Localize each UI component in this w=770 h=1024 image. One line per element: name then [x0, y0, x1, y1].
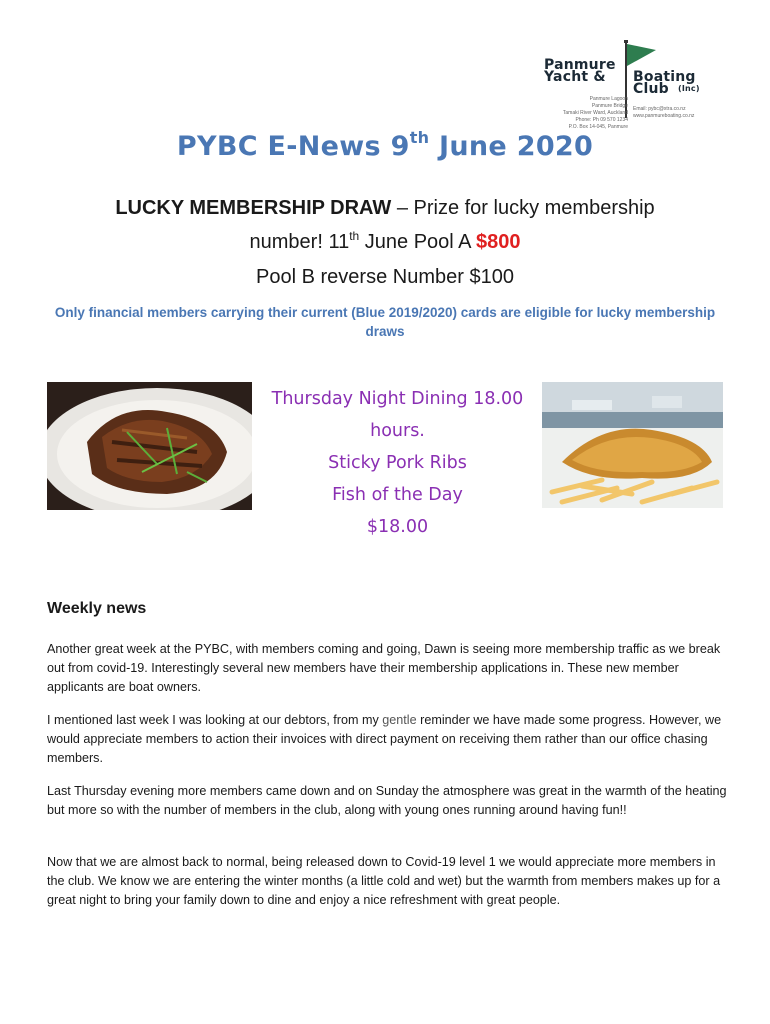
page-title: PYBC E-News 9th June 2020	[176, 128, 594, 162]
news-paragraph-4: Now that we are almost back to normal, being released down to Covid-19 level 1 we would appreciate more members in the club. We know we are entering the winter months (a little cold and wet) but the warmth from members makes up for a great night to bring your family down to dine and enjoy a nice refreshment with great people.	[47, 855, 721, 907]
logo-text-panmure: Panmure	[544, 57, 616, 73]
news-paragraph-2: I mentioned last week I was looking at our debtors, from my gentle reminder we have made some progress. However, we would appreciate members to action their invoices with direct payment on receiving them rather than our office chasing members.	[47, 713, 722, 765]
dining-line-2: hours.	[370, 421, 425, 441]
eligibility-note: Only financial members carrying their current (Blue 2019/2020) cards are eligible for lucky membership draws	[54, 305, 716, 339]
logo-text-inc: (Inc)	[678, 84, 700, 93]
logo-text-boating: Boating	[633, 69, 696, 85]
dining-line-1: Thursday Night Dining 18.00	[271, 389, 524, 409]
logo-contact: Email: pybc@xtra.co.nz www.panmureboating.co.nz	[633, 106, 695, 119]
prize-amount: $800	[475, 231, 521, 253]
logo-text-club: Club	[633, 81, 669, 97]
news-paragraph-3: Last Thursday evening more members came down and on Sunday the atmosphere was great in the warmth of the heating but more so with the number of members in the club, along with young ones running around having fun!!	[47, 784, 727, 817]
draw-label: LUCKY MEMBERSHIP DRAW	[115, 197, 392, 219]
logo-text-yacht: Yacht &	[544, 69, 606, 85]
fish-and-chips-image	[542, 382, 723, 508]
draw-details: number! 11th June Pool A $800	[249, 229, 521, 253]
weekly-news-heading: Weekly news	[47, 600, 147, 617]
club-logo	[540, 40, 720, 130]
dining-line-3: Sticky Pork Ribs	[328, 453, 467, 473]
dining-price: $18.00	[366, 517, 429, 537]
sticky-pork-ribs-image	[47, 382, 252, 510]
logo-address: Panmure Lagoon Panmure Bridge Tamaki River Ward, Auckland Phone: Ph 09 570 1234 P.O. Box 14-045, Panmure	[562, 96, 628, 130]
dining-line-4: Fish of the Day	[332, 485, 463, 505]
draw-heading: LUCKY MEMBERSHIP DRAW – Prize for lucky membership	[115, 197, 655, 219]
pool-b-text: Pool B reverse Number $100	[256, 266, 514, 288]
thursday-dining-menu	[255, 383, 540, 543]
news-paragraph-1: Another great week at the PYBC, with members coming and going, Dawn is seeing more membership traffic as we break out from covid-19. Interestingly several new members have their membership applications in. These new member applicants are boat owners.	[47, 642, 721, 694]
